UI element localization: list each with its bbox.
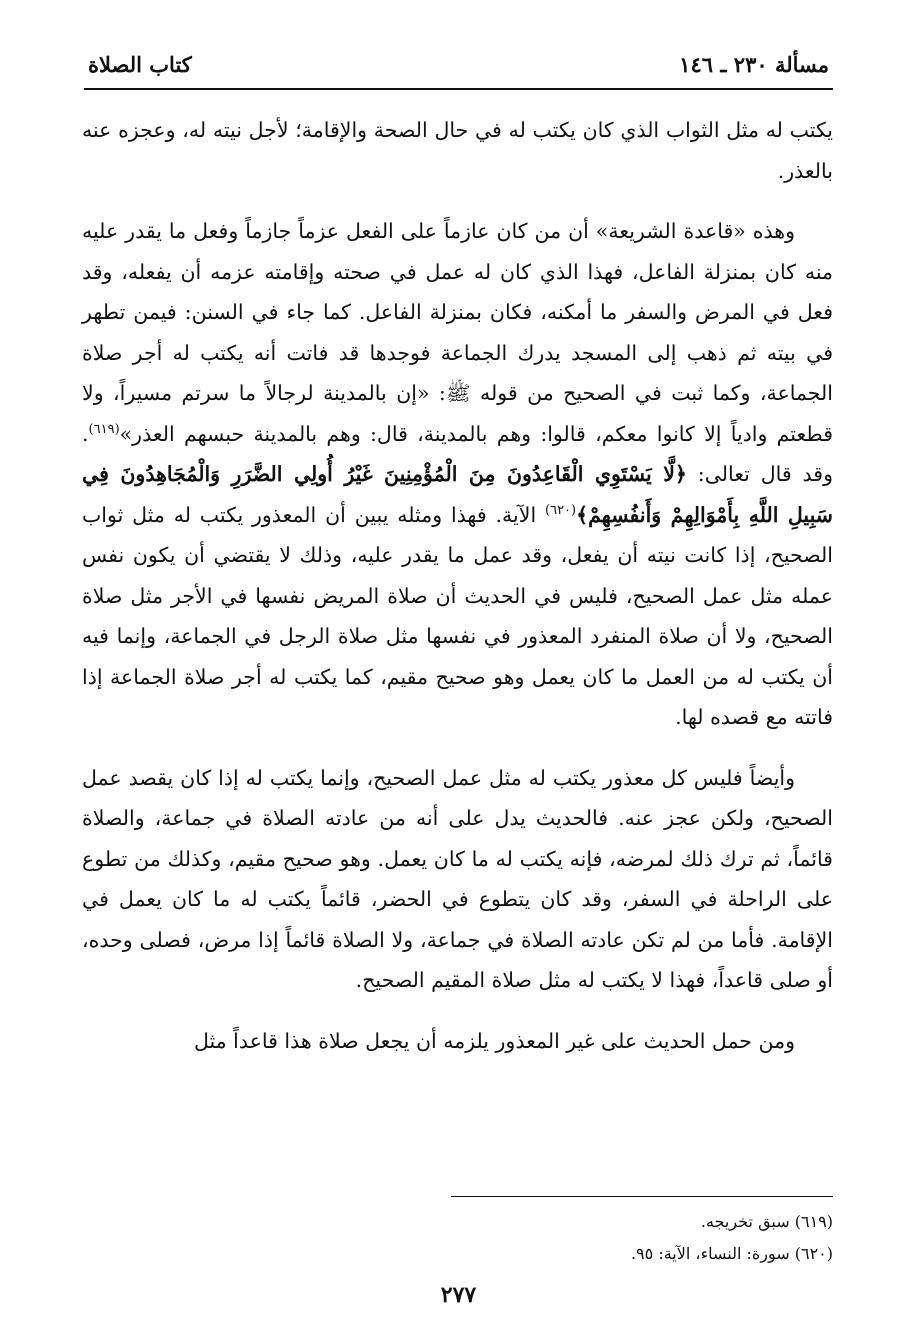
footnote-ref-620: (٦٢٠) (545, 502, 577, 518)
footnote-rule (451, 1196, 833, 1197)
paragraph-2-text-c: الآية. فهذا ومثله يبين أن المعذور يكتب له مثل ثواب الصحيح، إذا كانت نيته أن يفعل، وقد عمل ما يقدر عليه، وذلك لا يقتضي أن يكون نفس عمله مثل عمل الصحيح، فليس في الحديث أن صلاة المريض نفسها في الأجر مثل صلاة الصحيح، ولا أن صلاة المنفرد المعذور في نفسها مثل صلاة الرجل في الجماعة، وإنما فيه أن يكتب له من العمل ما كان يعمل وهو صحيح مقيم، كما يكتب له أجر صلاة الجماعة إذا فاتته مع قصده لها. (82, 502, 833, 729)
quran-verse: ﴿لَّا يَسْتَوِي الْقَاعِدُونَ مِنَ الْمُؤْمِنِينَ غَيْرُ أُولِي الضَّرَرِ وَالْمُجَاهِدُونَ فِي سَبِيلِ اللَّهِ بِأَمْوَالِهِمْ وَأَنفُسِهِمْ﴾ (82, 462, 833, 527)
paragraph-2-text-b: . وقد قال تعالى: (82, 421, 833, 486)
footnote-ref-619: (٦١٩) (88, 421, 120, 437)
paragraph-1: يكتب له مثل الثواب الذي كان يكتب له في حال الصحة والإقامة؛ لأجل نيته له، وعجزه عنه بالعذر. (82, 118, 833, 183)
paragraph-3: وأيضاً فليس كل معذور يكتب له مثل عمل الصحيح، وإنما يكتب له إذا كان يقصد عمل الصحيح، ولكن عجز عنه. فالحديث يدل على أنه من عادته الصلاة في جماعة، والصلاة قائماً، ثم ترك ذلك لمرضه، فإنه يكتب له ما كان يعمل. وهو صحيح مقيم، وكذلك من تطوع على الراحلة في السفر، وقد كان يتطوع في الحضر، قائماً يكتب له ما كان يعمل في الإقامة. فأما من لم تكن عادته الصلاة في جماعة، ولا الصلاة قائماً إذا مرض، فصلى وحده، أو صلى قاعداً، فهذا لا يكتب له مثل صلاة المقيم الصحيح. (82, 765, 833, 992)
header-rule (84, 88, 833, 90)
paragraph-4: ومن حمل الحديث على غير المعذور يلزمه أن يجعل صلاة هذا قاعداً مثل (193, 1028, 795, 1053)
running-header (88, 44, 829, 84)
chapter-title: كتاب الصلاة (88, 51, 192, 77)
footnote-620: (٦٢٠) سورة: النساء، الآية: ٩٥. (630, 1244, 833, 1263)
page-number: ٢٧٧ (440, 1282, 477, 1308)
paragraph-2-text-a: وهذه «قاعدة الشريعة» أن من كان عازماً على الفعل عزماً جازماً وفعل ما يقدر عليه منه كان بمنزلة الفاعل، فهذا الذي كان له عمل في صحته وإقامته عزمه أن يفعله، وقد فعل في المرض والسفر ما أمكنه، فكان بمنزلة الفاعل. كما جاء في السنن: فيمن تطهر في بيته ثم ذهب إلى المسجد يدرك الجماعة فوجدها قد فاتت أنه يكتب له أجر صلاة الجماعة، وكما ثبت في الصحيح من قوله ﷺ: «إن بالمدينة لرجالاً ما سرتم مسيراً، ولا قطعتم وادياً إلا كانوا معكم، قالوا: وهم بالمدينة، قال: وهم بالمدينة حبسهم العذر» (82, 219, 833, 446)
body-text (82, 110, 833, 1061)
footnotes (120, 1206, 833, 1270)
footnote-619: (٦١٩) سبق تخريجه. (700, 1212, 833, 1231)
paragraph-2 (82, 211, 833, 738)
issue-number: مسألة ٢٣٠ ـ ١٤٦ (679, 51, 829, 77)
